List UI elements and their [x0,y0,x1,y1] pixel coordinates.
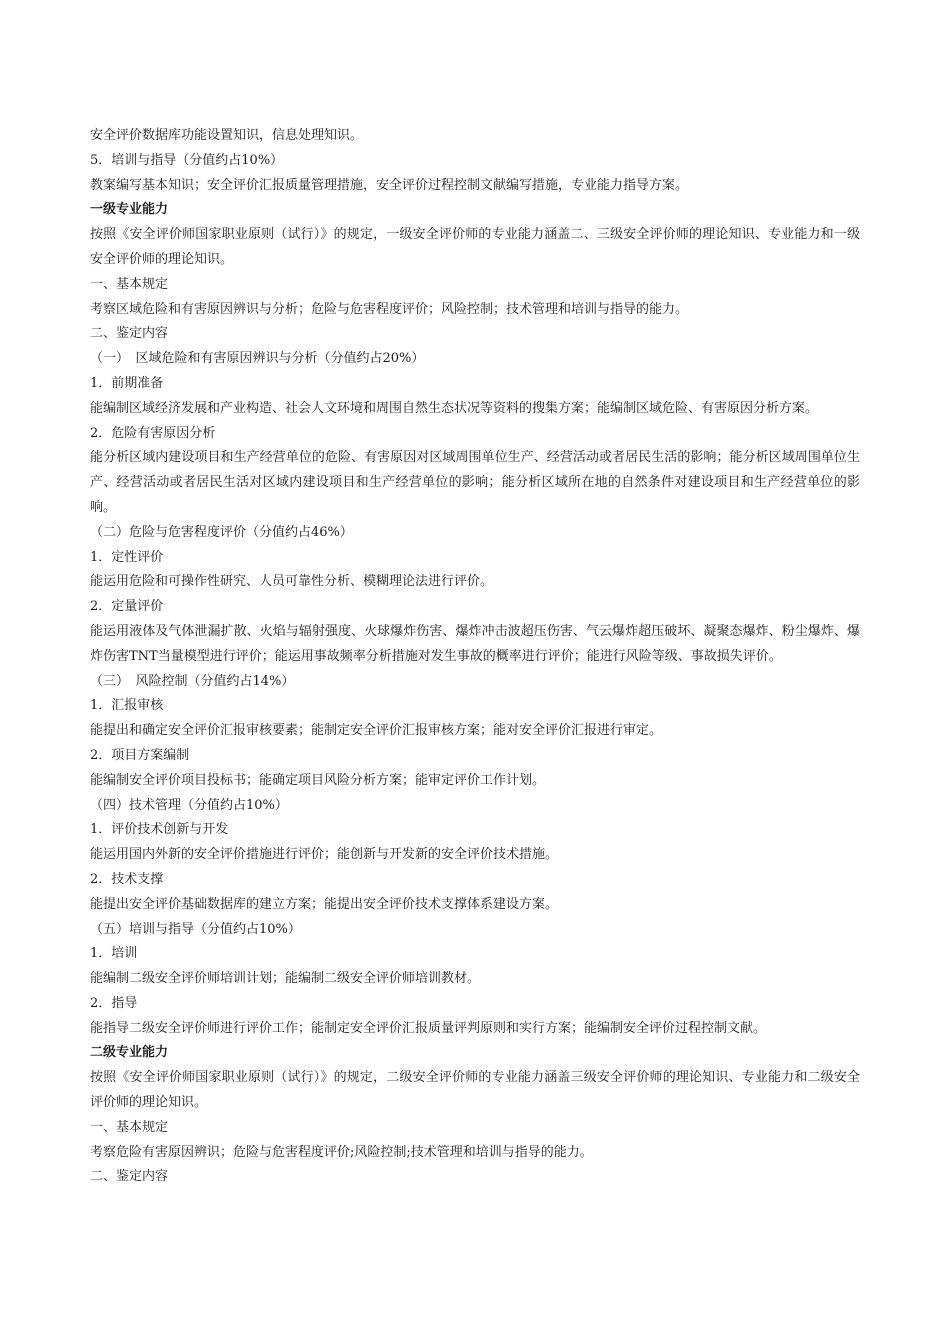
paragraph: 2．项目方案编制 [90,747,190,763]
paragraph: 二、鉴定内容 [90,326,169,342]
paragraph: 1．汇报审核 [90,698,164,714]
paragraph: 考察区域危险和有害原因辨识与分析；危险与危害程度评价；风险控制；技术管理和培训与指导的能力。 [90,301,689,317]
document-page [90,124,860,1190]
paragraph: 能运用危险和可操作性研究、人员可靠性分析、模糊理论法进行评价。 [90,574,494,590]
paragraph: 能分析区域内建设项目和生产经营单位的危险、有害原因对区域周围单位生产、经营活动或者居民生活的影响；能分析区域周围单位生产、经营活动或者居民生活对区域内建设项目和生产经营单位的影响；能分析区域所在地的自然条件对建设项目和生产经营单位的影响。 [90,450,860,515]
paragraph: 能编制二级安全评价师培训计划；能编制二级安全评价师培训教材。 [90,971,481,987]
paragraph: 能运用液体及气体泄漏扩散、火焰与辐射强度、火球爆炸伤害、爆炸冲击波超压伤害、气云爆炸超压破坏、凝聚态爆炸、粉尘爆炸、爆炸伤害TNT当量模型进行评价；能运用事故频率分析措施对发生事故的概率进行评价；能进行风险等级、事故损失评价。 [90,623,860,664]
paragraph: 2．指导 [90,995,138,1011]
paragraph: 能运用国内外新的安全评价措施进行评价；能创新与开发新的安全评价技术措施。 [90,847,559,863]
paragraph: 能提出安全评价基础数据库的建立方案；能提出安全评价技术支撑体系建设方案。 [90,896,559,912]
paragraph: （四）技术管理（分值约占10%） [90,797,288,813]
paragraph: 2．技术支撑 [90,871,164,887]
paragraph: 2．定量评价 [90,599,164,615]
paragraph: （一） 区域危险和有害原因辨识与分析（分值约占20%） [90,351,425,367]
paragraph: 一、基本规定 [90,276,169,292]
paragraph: 1．前期准备 [90,375,164,391]
paragraph: 按照《安全评价师国家职业原则（试行）》的规定，一级安全评价师的专业能力涵盖二、三级安全评价师的理论知识、专业能力和一级安全评价师的理论知识。 [90,227,860,267]
paragraph: 能提出和确定安全评价汇报审核要素；能制定安全评价汇报审核方案；能对安全评价汇报进行审定。 [90,723,663,739]
paragraph: （二）危险与危害程度评价（分值约占46%） [90,524,353,540]
paragraph: 安全评价数据库功能设置知识，信息处理知识。 [90,128,364,143]
paragraph: 5．培训与指导（分值约占10%） [90,152,284,168]
section-heading: 一级专业能力 [90,202,169,218]
paragraph: 2．危险有害原因分析 [90,425,216,441]
paragraph: 考察危险有害原因辨识；危险与危害程度评价;风险控制;技术管理和培训与指导的能力。 [90,1144,593,1160]
section-heading: 二级专业能力 [90,1045,169,1061]
paragraph: （三） 风险控制（分值约占14%） [90,673,295,689]
paragraph: 能编制安全评价项目投标书；能确定项目风险分析方案；能审定评价工作计划。 [90,772,546,788]
paragraph: 1．培训 [90,946,138,962]
paragraph: 一、基本规定 [90,1119,169,1135]
paragraph: 按照《安全评价师国家职业原则（试行）》的规定，二级安全评价师的专业能力涵盖三级安全评价师的理论知识、专业能力和二级安全评价师的理论知识。 [90,1070,860,1111]
paragraph: 1．评价技术创新与开发 [90,822,229,838]
paragraph: 教案编写基本知识；安全评价汇报质量管理措施，安全评价过程控制文献编写措施，专业能力指导方案。 [90,177,689,193]
paragraph: 1．定性评价 [90,549,164,565]
paragraph: 能指导二级安全评价师进行评价工作；能制定安全评价汇报质量评判原则和实行方案；能编制安全评价过程控制文献。 [90,1020,767,1036]
paragraph: 二、鉴定内容 [90,1169,169,1185]
paragraph: （五）培训与指导（分值约占10%） [90,921,301,937]
paragraph: 能编制区域经济发展和产业构造、社会人文环境和周围自然生态状况等资料的搜集方案；能编制区域危险、有害原因分析方案。 [90,400,819,416]
